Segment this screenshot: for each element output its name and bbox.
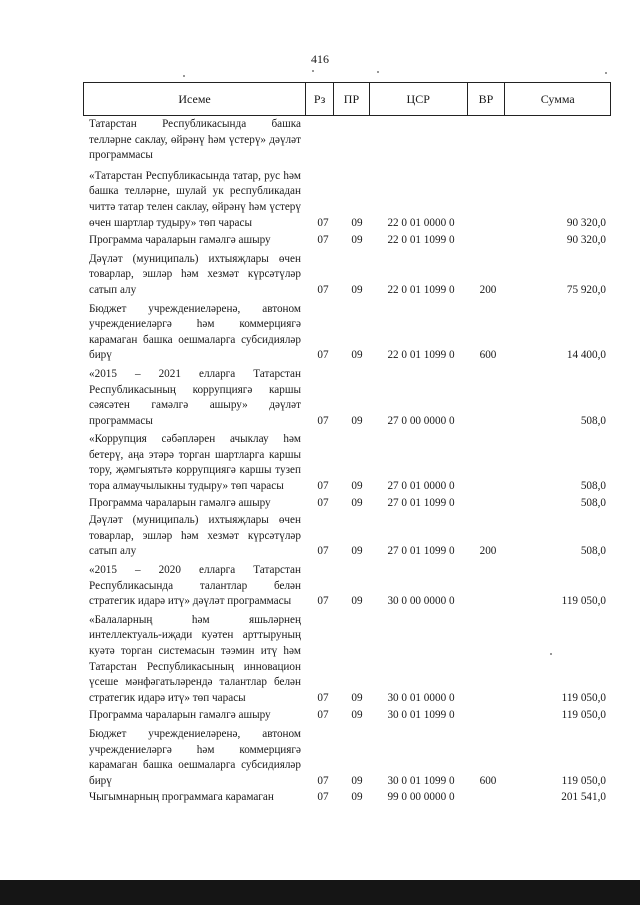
row-name: Дәүләт (муниципаль) ихтыяҗлары өчен товарлар, эшләр һәм хезмәт күрсәтүләр сатып алу xyxy=(89,514,301,558)
row-csr: 22 0 01 1099 0 xyxy=(387,234,455,247)
row-pr: 09 xyxy=(351,349,363,362)
row-csr: 22 0 01 1099 0 xyxy=(387,283,455,296)
row-csr: 99 0 00 0000 0 xyxy=(387,791,455,804)
table-row xyxy=(0,302,640,364)
row-sum: 119 050,0 xyxy=(561,774,606,787)
table-row xyxy=(0,169,640,231)
table-body xyxy=(0,117,640,806)
scan-speck xyxy=(605,72,607,74)
row-name: «Коррупция сәбәпләрен ачыклау һәм бетерү, аңа этәрә торган шартларга каршы тору, җәмгыятьтә коррупциягә каршы тузеп тора алмаучылыкны тудыру» төп чарасы xyxy=(89,433,301,493)
row-pr: 09 xyxy=(351,283,363,296)
scan-speck xyxy=(550,653,552,655)
column-header-csr: ЦСР xyxy=(370,83,468,115)
row-rz: 07 xyxy=(317,283,329,296)
table-row xyxy=(0,252,640,299)
column-header-pr: ПР xyxy=(334,83,370,115)
row-sum: 119 050,0 xyxy=(561,691,606,704)
row-sum: 508,0 xyxy=(580,480,606,493)
row-vr: 200 xyxy=(479,283,497,296)
row-vr: 600 xyxy=(479,349,497,362)
row-csr: 30 0 00 0000 0 xyxy=(387,595,455,608)
table-row xyxy=(0,613,640,707)
row-sum: 119 050,0 xyxy=(561,595,606,608)
row-rz: 07 xyxy=(317,480,329,493)
row-csr: 30 0 01 1099 0 xyxy=(387,774,455,787)
row-pr: 09 xyxy=(351,774,363,787)
column-header-sum: Сумма xyxy=(540,91,575,106)
row-pr: 09 xyxy=(351,414,363,427)
row-name: Бюджет учреждениеләренә, автоном учреждениеләргә һәм коммерциягә карамаган башка оешмаларга субсидияләр бирү xyxy=(89,727,301,787)
scan-speck xyxy=(183,75,185,77)
row-name: «Балаларның һәм яшьләрнең интеллектуаль-иҗади куәтен арттыруның куәтә торган системасын тәэмин итү һәм Татарстан Республикасының инновацион үсеше мәнфәгатьләрендә талантлар белән стратегик идарә итү» төп чарасы xyxy=(89,613,301,704)
table-row xyxy=(0,513,640,560)
row-pr: 09 xyxy=(351,496,363,509)
row-sum: 14 400,0 xyxy=(566,349,606,362)
table-row xyxy=(0,496,640,512)
row-pr: 09 xyxy=(351,709,363,722)
row-rz: 07 xyxy=(317,349,329,362)
page-number: 416 xyxy=(311,52,329,66)
row-csr: 27 0 01 1099 0 xyxy=(387,496,455,509)
table-row xyxy=(0,367,640,429)
row-csr: 22 0 01 0000 0 xyxy=(387,216,455,229)
row-sum: 508,0 xyxy=(580,496,606,509)
row-rz: 07 xyxy=(317,496,329,509)
column-header-rz: Рз xyxy=(306,83,334,115)
row-name: Программа чараларын гамәлгә ашыру xyxy=(89,709,271,722)
row-name: «Татарстан Республикасында татар, рус һәм башка телләрне, шулай ук республикадан читтә татар телен саклау, өйрәнү һәм үстерү өчен шартлар тудыру» төп чарасы xyxy=(89,169,301,229)
row-rz: 07 xyxy=(317,545,329,558)
row-pr: 09 xyxy=(351,791,363,804)
column-header-vr: ВР xyxy=(468,83,506,115)
scan-speck xyxy=(312,70,314,72)
row-pr: 09 xyxy=(351,216,363,229)
row-name: Чыгымнарның программага карамаган xyxy=(89,791,274,804)
row-name: «2015 – 2020 елларга Татарстан Республикасында талантлар белән стратегик идарә итү» дәүләт программасы xyxy=(89,564,301,608)
row-sum: 508,0 xyxy=(580,545,606,558)
row-rz: 07 xyxy=(317,216,329,229)
table-row xyxy=(0,563,640,610)
row-name: Бюджет учреждениеләренә, автоном учреждениеләргә һәм коммерциягә карамаган башка оешмаларга субсидияләр бирү xyxy=(89,302,301,362)
row-csr: 27 0 01 1099 0 xyxy=(387,545,455,558)
row-sum: 75 920,0 xyxy=(566,283,606,296)
row-csr: 22 0 01 1099 0 xyxy=(387,349,455,362)
row-rz: 07 xyxy=(317,774,329,787)
row-rz: 07 xyxy=(317,691,329,704)
table-row xyxy=(0,233,640,249)
table-row xyxy=(0,790,640,806)
row-sum: 90 320,0 xyxy=(566,216,606,229)
scan-edge-bar xyxy=(0,880,640,905)
scan-speck xyxy=(377,71,379,73)
row-rz: 07 xyxy=(317,234,329,247)
row-name: Татарстан Республикасында башка телләрне саклау, өйрәнү һәм үстерү» дәүләт программасы xyxy=(89,118,301,162)
table-row xyxy=(0,432,640,494)
row-sum: 201 541,0 xyxy=(561,791,606,804)
row-pr: 09 xyxy=(351,480,363,493)
row-pr: 09 xyxy=(351,545,363,558)
row-pr: 09 xyxy=(351,595,363,608)
row-vr: 200 xyxy=(479,545,497,558)
row-csr: 30 0 01 1099 0 xyxy=(387,709,455,722)
column-header-name: Исеме xyxy=(84,83,306,115)
row-pr: 09 xyxy=(351,691,363,704)
row-name: Программа чараларын гамәлгә ашыру xyxy=(89,496,271,509)
row-rz: 07 xyxy=(317,595,329,608)
table-row xyxy=(0,708,640,724)
row-rz: 07 xyxy=(317,709,329,722)
row-pr: 09 xyxy=(351,234,363,247)
row-rz: 07 xyxy=(317,414,329,427)
row-csr: 27 0 00 0000 0 xyxy=(387,414,455,427)
row-csr: 27 0 01 0000 0 xyxy=(387,480,455,493)
row-sum: 90 320,0 xyxy=(566,234,606,247)
table-row xyxy=(0,117,640,164)
row-rz: 07 xyxy=(317,791,329,804)
row-name: Дәүләт (муниципаль) ихтыяҗлары өчен товарлар, эшләр һәм хезмәт күрсәтүләр сатып алу xyxy=(89,252,301,296)
row-sum: 508,0 xyxy=(580,414,606,427)
row-sum: 119 050,0 xyxy=(561,709,606,722)
table-row xyxy=(0,727,640,789)
row-csr: 30 0 01 0000 0 xyxy=(387,691,455,704)
row-vr: 600 xyxy=(479,774,497,787)
table-header xyxy=(83,82,611,116)
row-name: Программа чараларын гамәлгә ашыру xyxy=(89,234,271,247)
row-name: «2015 – 2021 елларга Татарстан Республикасының коррупциягә каршы сәясәтен гамәлгә ашыру» дәүләт программасы xyxy=(89,367,301,427)
